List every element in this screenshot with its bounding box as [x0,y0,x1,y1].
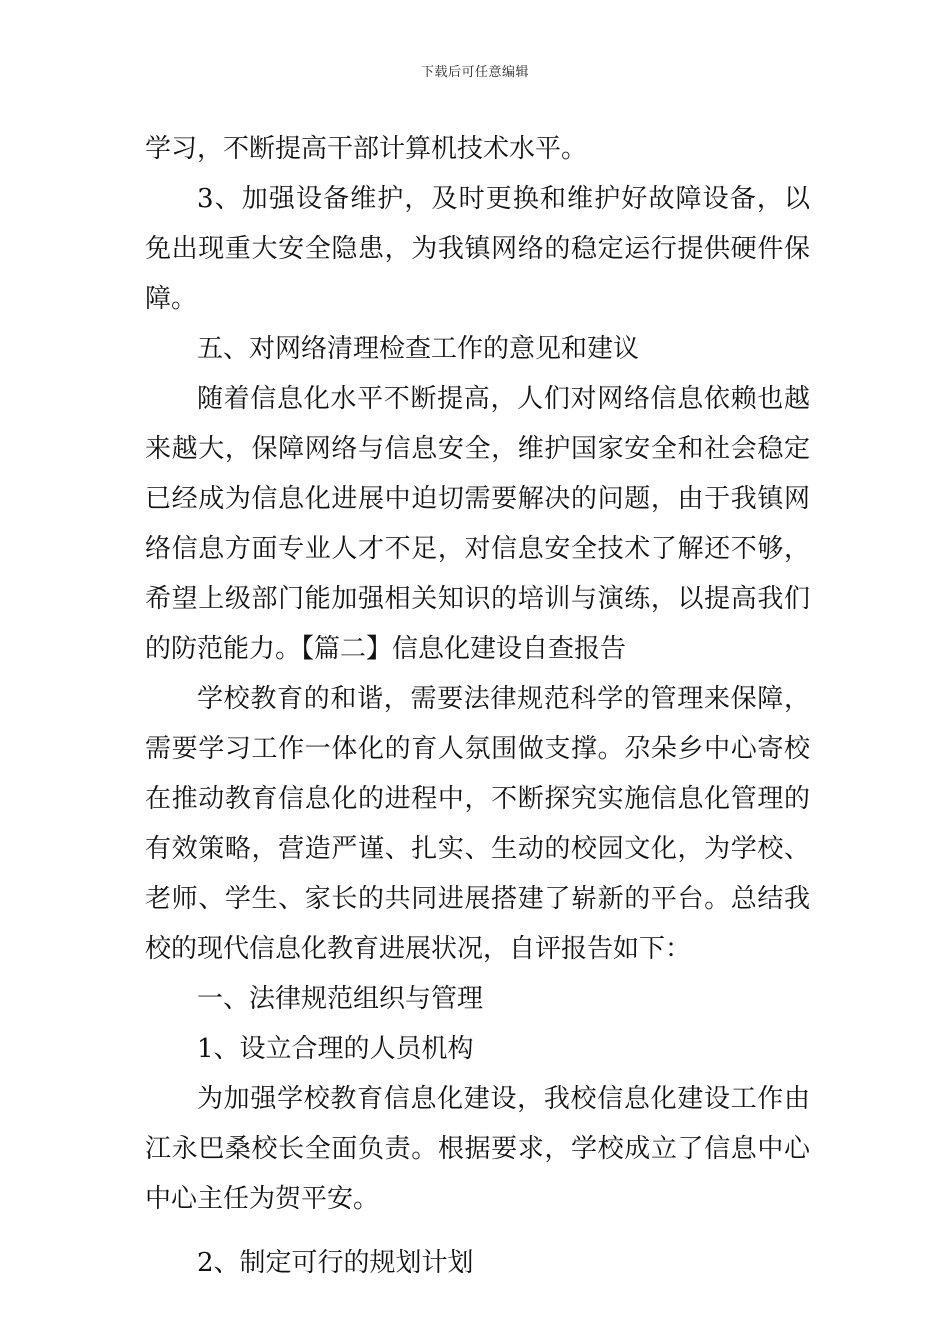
section-heading-1: 一、法律规范组织与管理 [197,984,484,1014]
paragraph-4: 随着信息化水平不断提高，人们对网络信息依赖也越来越大，保障网络与信息安全，维护国家安全和社会稳定已经成为信息化进展中迫切需要解决的问题，由于我镇网络信息方面专业人才不足，对信息安全技术了解还不够，希望上级部门能加强相关知识的培训与演练，以提高我们的防范能力。【篇二】信息化建设自查报告 [145,384,810,664]
page-header: 下载后可任意编辑 [420,65,529,80]
paragraph-2: 3、加强设备维护，及时更换和维护好故障设备，以免出现重大安全隐患，为我镇网络的稳定运行提供硬件保障。 [145,184,810,314]
paragraph-5: 学校教育的和谐，需要法律规范科学的管理来保障，需要学习工作一体化的育人氛围做支撑。尕朵乡中心寄校在推动教育信息化的进程中，不断探究实施信息化管理的有效策略，营造严谨、扎实、生动的校园文化，为学校、老师、学生、家长的共同进展搭建了崭新的平台。总结我校的现代信息化教育进展状况，自评报告如下： [145,684,810,964]
paragraph-8: 为加强学校教育信息化建设，我校信息化建设工作由江永巴桑校长全面负责。根据要求，学校成立了信息中心中心主任为贺平安。 [145,1084,810,1214]
document-body [145,124,810,1288]
subheading-2: 2、制定可行的规划计划 [197,1248,474,1278]
section-heading-5: 五、对网络清理检查工作的意见和建议 [197,334,640,364]
paragraph-1: 学习，不断提高干部计算机技术水平。 [145,134,588,164]
subheading-1: 1、设立合理的人员机构 [197,1034,474,1064]
